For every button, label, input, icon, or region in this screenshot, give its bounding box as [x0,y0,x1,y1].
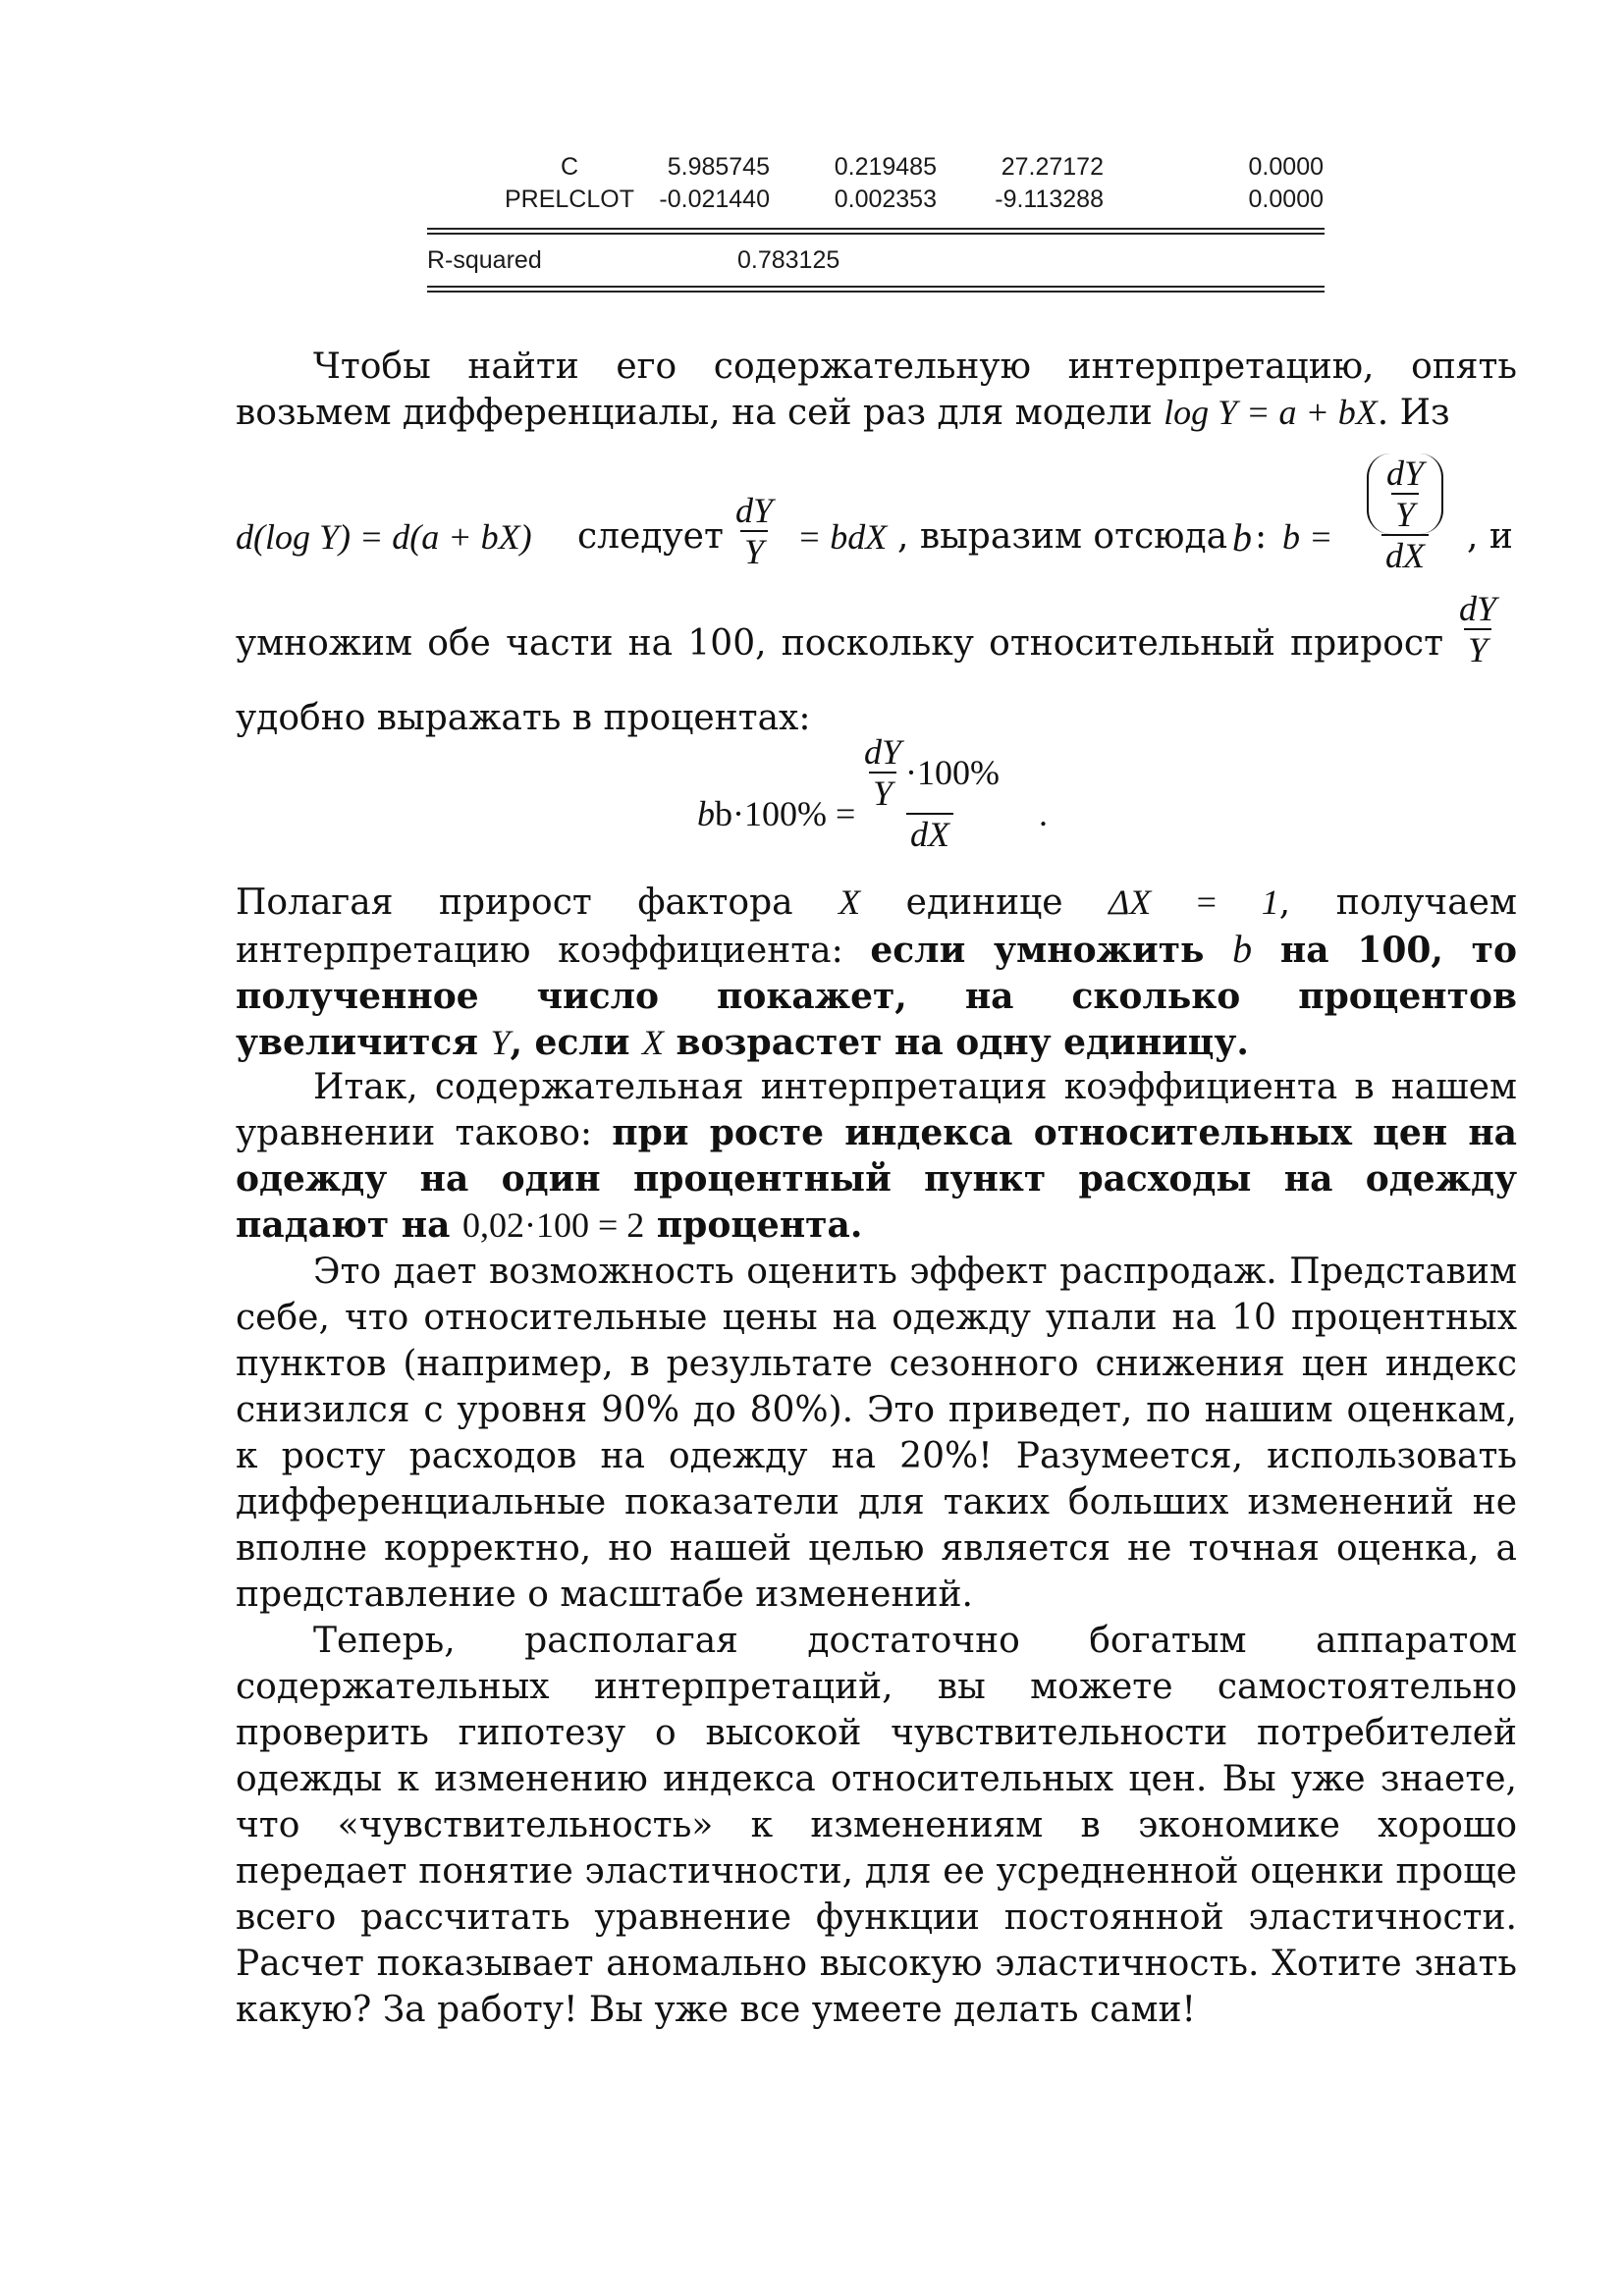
elasticity-text: Теперь, располагая достаточно богатым аппаратом содержательных интерпретаций, вы можете самостоятельно проверить гипотезу о высокой чувствительности потребителей одежды к изменению индекса относительных цен. Вы уже знаете, что «чувствительность» к изменениям в экономике хорошо передает понятие эластичности, для ее усредненной оценки проще всего рассчитать уравнение функции постоянной эластичности. Расчет показывает аномально высокую эластичность. Хотите знать какую? За работу! Вы уже все умеете делать сами! [236,1621,1517,2030]
b-symbol: b [1232,515,1252,560]
table-row [427,153,1325,186]
follows-text: следует [577,516,724,557]
t-stat-value: -9.113288 [995,186,1104,213]
intro-text: Чтобы найти его содержательную интерпретацию, опять возьмем дифференциалы, на сей раз для модели [236,347,1517,433]
std-error-value: 0.002353 [834,186,937,213]
variable-name: PRELCLOT [505,186,634,213]
multiply-text: умножим обе части на 100, поскольку относительный прирост [236,623,1443,664]
paragraph-interpretation: Полагая прирост фактора X единице ΔX = 1, получаем интерпретацию коэффициента: если умножить b на 100, то полученное число покажет, на сколько процентов увеличится Y, если X возрастет на одну единицу. [236,882,1517,1063]
equation-fraction: $\frac{dY}{Y}$ ·100% dX [864,732,1001,854]
variable-name: C [560,153,579,181]
multiply-line [236,620,1443,667]
paragraph-sales [236,1249,1517,1618]
and-text: , и [1467,516,1513,557]
table-row [427,186,1325,218]
equation-lhs: bb·100% = [697,794,856,833]
equation-rhs: = bdX [797,517,888,557]
express-text: , выразим отсюда [897,516,1228,557]
b-fraction: $\frac{\frac{dY}{Y}}{dX}$ [1363,454,1447,575]
b-equals: b = [1282,517,1333,557]
prob-value: 0.0000 [1248,186,1324,213]
intro-end: . Из [1377,393,1450,433]
table-divider [427,286,1325,293]
paragraph-intro [236,344,1517,436]
r-squared-label: R-squared [427,246,542,274]
relative-growth-fraction: $\frac{dY}{Y}$ [1459,589,1497,669]
coefficient-value: -0.021440 [659,186,770,213]
prob-value: 0.0000 [1248,153,1324,181]
equation-end: . [1039,794,1048,833]
dy-over-y-fraction: $\frac{dY}{Y}$ [735,491,774,571]
regression-table [427,153,1325,293]
differential-formula-line [236,454,1517,611]
r-squared-row [427,235,1325,286]
paragraph-elasticity [236,1618,1517,2033]
model-formula: log Y = a + bX [1164,393,1378,432]
t-stat-value: 27.27172 [1001,153,1104,181]
std-error-value: 0.219485 [834,153,937,181]
table-divider [427,228,1325,235]
coefficient-value: 5.985745 [667,153,770,181]
sales-text: Это дает возможность оценить эффект распродаж. Представим себе, что относительные цены на одежду упали на 10 процентных пунктов (например, в результате сезонного снижения цен индекс снизился с уровня 90% до 80%). Это приведет, по нашим оценкам, к росту расходов на одежду на 20%! Разумеется, использовать дифференциальные показатели для таких больших изменений не вполне корректно, но нашей целью является не точная оценка, а представление о масштабе изменений. [236,1252,1517,1615]
colon-text: : [1255,516,1268,557]
paragraph-coefficient: Итак, содержательная интерпретация коэффициента в нашем уравнении таково: при росте индекса относительных цен на одежду на один процентный пункт расходы на одежду падают на 0,02·100 = 2 процента. [236,1067,1518,1246]
differential-formula: d(log Y) = d(a + bX) [236,517,532,557]
r-squared-value: 0.783125 [737,246,840,274]
percent-text: удобно выражать в процентах: [236,698,811,738]
